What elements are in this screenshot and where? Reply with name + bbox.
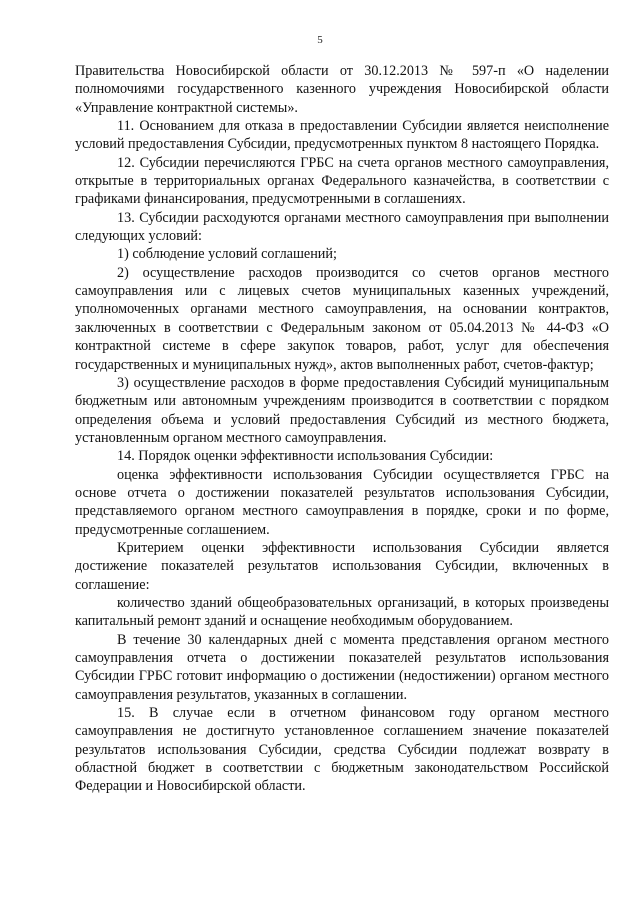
paragraph-14-reporting-period: В течение 30 календарных дней с момента представления органом местного самоуправления отчета о достижении показателей результатов использования Субсидии ГРБС готовит информацию о достижении (недостижении) органом местного самоуправления результатов, указанных в соглашении. bbox=[75, 631, 609, 703]
paragraph-14-criterion: Критерием оценки эффективности использования Субсидии является достижение показателей результатов использования Субсидии, включенных в соглашение: bbox=[75, 539, 609, 593]
paragraph-14-evaluation-order: 14. Порядок оценки эффективности использования Субсидии: bbox=[117, 448, 494, 465]
paragraph-13-item-3: 3) осуществление расходов в форме предоставления Субсидий муниципальным бюджетным или автономным учреждениям производится в соответствии с порядком определения объема и условий предоставления Субсидий из местного бюджета, установленным органом местного самоуправления. bbox=[75, 374, 609, 446]
paragraph-12-transfer: 12. Субсидии перечисляются ГРБС на счета органов местного самоуправления, открытые в территориальных органах Федерального казначейства, в соответствии с графиками финансирования, предусмотренными в соглашениях. bbox=[75, 154, 609, 208]
paragraph-11-refusal-grounds: 11. Основанием для отказа в предоставлении Субсидии является неисполнение условий предоставления Субсидии, предусмотренных пунктом 8 настоящего Порядка. bbox=[75, 118, 609, 153]
paragraph-13-spending-conditions: 13. Субсидии расходуются органами местного самоуправления при выполнении следующих условий: bbox=[75, 209, 609, 245]
paragraph-13-item-1: 1) соблюдение условий соглашений; bbox=[117, 246, 337, 263]
page-number: 5 bbox=[317, 34, 323, 46]
paragraph-15-refund: 15. В случае если в отчетном финансовом году органом местного самоуправления не достигнуто установленное соглашением значение показателей результатов использования Субсидии, средства Субсидии подлежат возврату в областной бюджет в соответствии с бюджетным законодательством Российской Федерации и Новосибирской области. bbox=[75, 705, 609, 795]
paragraph-14-evaluation-basis: оценка эффективности использования Субсидии осуществляется ГРБС на основе отчета о достижении показателей результатов использования Субсидии, представляемого органом местного самоуправления в порядке, сроки и по форме, предусмотренные соглашением. bbox=[75, 466, 609, 538]
paragraph-decree-reference: Правительства Новосибирской области от 30.12.2013 № 597-п «О наделении полномочиями государственного казенного учреждения Новосибирской области «Управление контрактной системы». bbox=[75, 63, 609, 116]
paragraph-13-item-2: 2) осуществление расходов производится со счетов органов местного самоуправления или с лицевых счетов муниципальных казенных учреждений, уполномоченных органами местного самоуправления, на основании контрактов, заключенных в соответствии с Федеральным законом от 05.04.2013 № 44-ФЗ «О контрактной системе в сфере закупок товаров, работ, услуг для обеспечения государственных и муниципальных нужд», актов выполненных работ, счетов-фактур; bbox=[75, 264, 609, 373]
paragraph-14-indicator: количество зданий общеобразовательных организаций, в которых произведены капитальный ремонт зданий и оснащение необходимым оборудованием. bbox=[75, 594, 609, 630]
document-body bbox=[75, 62, 609, 796]
